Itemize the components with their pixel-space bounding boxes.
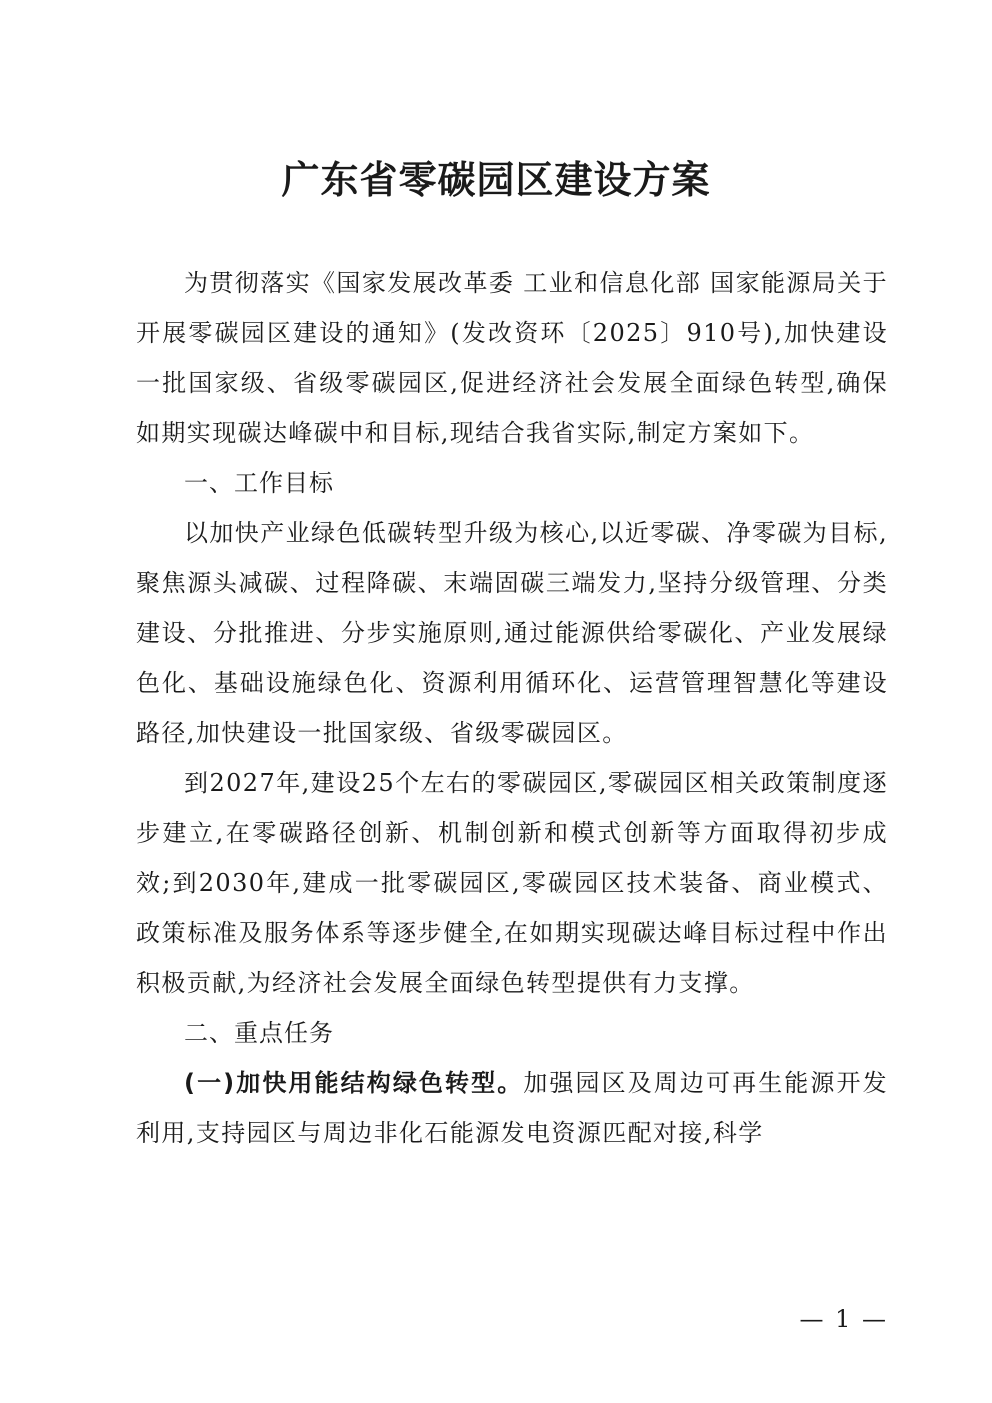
document-body [136,258,888,1158]
task-item-1 [136,1058,888,1158]
goals-paragraph-2: 到2027年,建设25个左右的零碳园区,零碳园区相关政策制度逐步建立,在零碳路径创新、机制创新和模式创新等方面取得初步成效;到2030年,建成一批零碳园区,零碳园区技术装备、商业模式、政策标准及服务体系等逐步健全,在如期实现碳达峰目标过程中作出积极贡献,为经济社会发展全面绿色转型提供有力支撑。 [136,769,888,997]
task-item-1-text: 加强园区及周边可再生能源开发利用,支持园区与周边非化石能源发电资源匹配对接,科学 [136,1069,888,1147]
intro-paragraph: 为贯彻落实《国家发展改革委 工业和信息化部 国家能源局关于开展零碳园区建设的通知》(发改资环〔2025〕910号),加快建设一批国家级、省级零碳园区,促进经济社会发展全面绿色转型,确保如期实现碳达峰碳中和目标,现结合我省实际,制定方案如下。 [136,269,888,447]
goals-paragraph-1: 以加快产业绿色低碳转型升级为核心,以近零碳、净零碳为目标,聚焦源头减碳、过程降碳、末端固碳三端发力,坚持分级管理、分类建设、分批推进、分步实施原则,通过能源供给零碳化、产业发展绿色化、基础设施绿色化、资源利用循环化、运营管理智慧化等建设路径,加快建设一批国家级、省级零碳园区。 [136,519,888,747]
section-heading-goals: 一、工作目标 [184,469,334,497]
section-heading-tasks: 二、重点任务 [184,1019,334,1047]
task-item-1-label: (一)加快用能结构绿色转型。 [184,1069,524,1097]
document-title: 广东省零碳园区建设方案 [281,158,711,202]
page-number: — 1 — [799,1305,888,1333]
